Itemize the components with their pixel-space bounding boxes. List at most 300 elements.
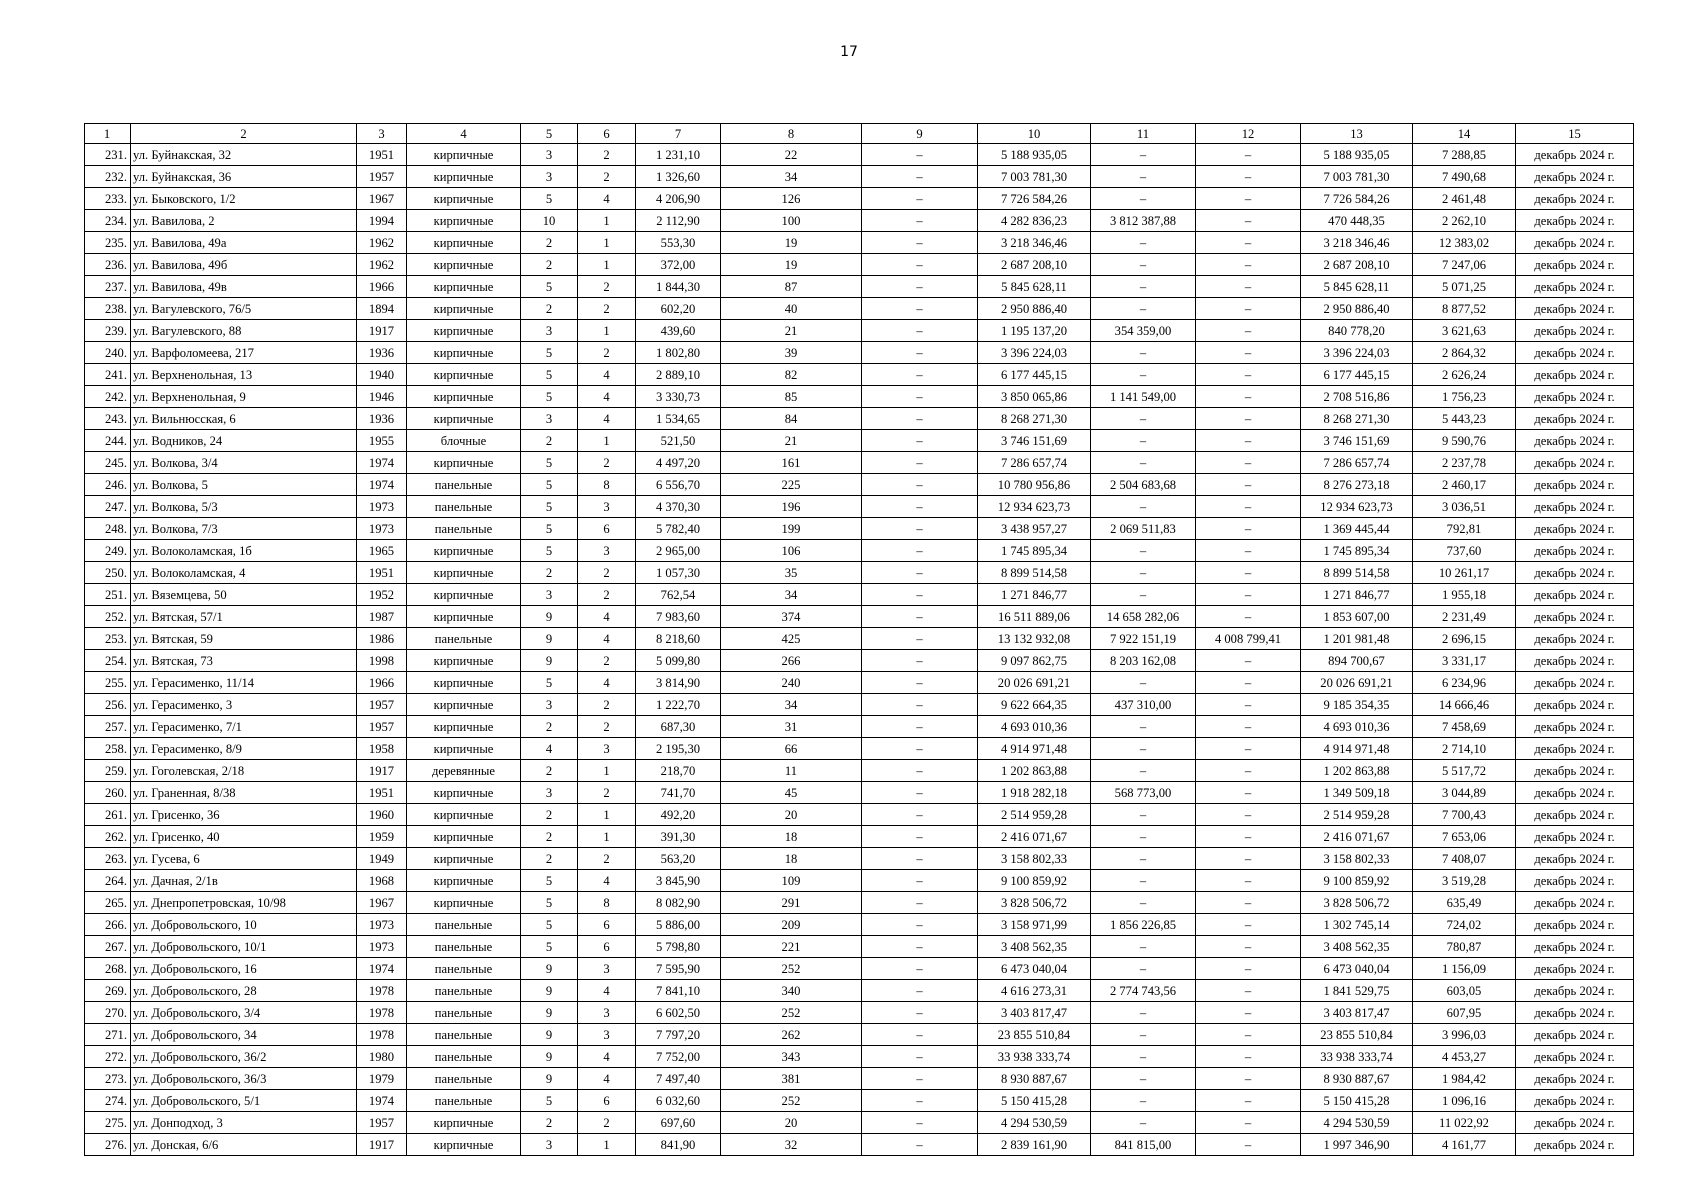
table-cell: 252 [721,1090,862,1112]
table-cell: 20 026 691,21 [1301,672,1413,694]
table-cell: 1957 [357,1112,407,1134]
table-cell: – [1091,1002,1196,1024]
table-cell: 225 [721,474,862,496]
table-cell: 251. [85,584,131,606]
table-cell: 4 [578,980,636,1002]
table-cell: 5 443,23 [1413,408,1516,430]
table-cell: 2 195,30 [636,738,721,760]
table-cell: 1949 [357,848,407,870]
table-cell: 841,90 [636,1134,721,1156]
table-cell: панельные [407,1024,521,1046]
table-cell: 2 889,10 [636,364,721,386]
table-cell: – [862,1046,978,1068]
table-row [85,342,1634,364]
table-cell: – [1196,650,1301,672]
table-cell: 266 [721,650,862,672]
table-cell: 1 984,42 [1413,1068,1516,1090]
table-cell: декабрь 2024 г. [1516,1068,1634,1090]
table-cell: декабрь 2024 г. [1516,958,1634,980]
table-row [85,958,1634,980]
table-cell: декабрь 2024 г. [1516,892,1634,914]
table-cell: 1 202 863,88 [978,760,1091,782]
table-cell: 9 [521,628,578,650]
table-cell: 2 [578,782,636,804]
table-cell: 39 [721,342,862,364]
table-cell: 8 276 273,18 [1301,474,1413,496]
table-cell: – [1091,716,1196,738]
table-cell: 2 687 208,10 [978,254,1091,276]
table-cell: – [1196,760,1301,782]
table-cell: декабрь 2024 г. [1516,540,1634,562]
table-cell: – [1091,870,1196,892]
table-cell: 2 231,49 [1413,606,1516,628]
table-cell: 1967 [357,892,407,914]
table-cell: 35 [721,562,862,584]
table-cell: 780,87 [1413,936,1516,958]
table-cell: 1966 [357,276,407,298]
table-cell: 247. [85,496,131,518]
table-row [85,1046,1634,1068]
table-cell: 3 [578,1024,636,1046]
table-cell: кирпичные [407,738,521,760]
table-cell: панельные [407,496,521,518]
table-row [85,518,1634,540]
table-cell: 255. [85,672,131,694]
table-cell: ул. Днепропетровская, 10/98 [131,892,357,914]
table-cell: 3 [578,1002,636,1024]
table-cell: декабрь 2024 г. [1516,870,1634,892]
table-cell: 792,81 [1413,518,1516,540]
table-cell: кирпичные [407,364,521,386]
table-cell: – [1091,826,1196,848]
table-cell: 2 262,10 [1413,210,1516,232]
table-cell: панельные [407,1068,521,1090]
table-cell: 9 [521,650,578,672]
table-cell: – [1196,342,1301,364]
table-cell: – [1196,716,1301,738]
table-cell: – [862,1024,978,1046]
table-cell: 254. [85,650,131,672]
table-cell: кирпичные [407,562,521,584]
table-cell: 23 855 510,84 [978,1024,1091,1046]
table-cell: 1974 [357,1090,407,1112]
table-cell: – [1091,166,1196,188]
table-cell: – [1091,298,1196,320]
table-cell: ул. Гусева, 6 [131,848,357,870]
table-cell: 209 [721,914,862,936]
table-cell: 2 950 886,40 [1301,298,1413,320]
table-cell: 6 [578,518,636,540]
table-cell: 3 396 224,03 [1301,342,1413,364]
table-cell: 1973 [357,496,407,518]
table-cell: – [1196,980,1301,1002]
table-cell: – [862,496,978,518]
table-cell: 19 [721,232,862,254]
table-cell: 5 [521,342,578,364]
table-cell: – [862,166,978,188]
table-cell: 3 746 151,69 [978,430,1091,452]
table-cell: 7 653,06 [1413,826,1516,848]
table-cell: ул. Буйнакская, 36 [131,166,357,188]
table-cell: 7 286 657,74 [1301,452,1413,474]
table-cell: 2 950 886,40 [978,298,1091,320]
table-cell: – [862,892,978,914]
table-cell: 240. [85,342,131,364]
table-cell: – [862,738,978,760]
table-cell: декабрь 2024 г. [1516,980,1634,1002]
table-cell: 4 914 971,48 [978,738,1091,760]
table-cell: 6 602,50 [636,1002,721,1024]
housing-table [84,123,1634,1156]
table-cell: 261. [85,804,131,826]
table-cell: 256. [85,694,131,716]
table-cell: 2 460,17 [1413,474,1516,496]
column-header: 15 [1516,124,1634,144]
table-row [85,936,1634,958]
table-cell: 1974 [357,958,407,980]
table-cell: ул. Волкова, 7/3 [131,518,357,540]
table-cell: ул. Волкова, 3/4 [131,452,357,474]
table-cell: ул. Добровольского, 5/1 [131,1090,357,1112]
table-cell: 12 934 623,73 [1301,496,1413,518]
table-cell: 5 099,80 [636,650,721,672]
table-cell: декабрь 2024 г. [1516,738,1634,760]
table-cell: – [1091,1112,1196,1134]
table-cell: ул. Добровольского, 34 [131,1024,357,1046]
table-cell: 6 [578,1090,636,1112]
table-cell: 4 294 530,59 [978,1112,1091,1134]
table-cell: 3 408 562,35 [978,936,1091,958]
table-cell: декабрь 2024 г. [1516,430,1634,452]
table-cell: 22 [721,144,862,166]
table-cell: 1974 [357,474,407,496]
table-cell: 7 752,00 [636,1046,721,1068]
table-cell: 8 930 887,67 [978,1068,1091,1090]
table-cell: 4 497,20 [636,452,721,474]
table-cell: – [862,782,978,804]
table-cell: декабрь 2024 г. [1516,1134,1634,1156]
table-row [85,1134,1634,1156]
table-cell: 2 [578,342,636,364]
table-cell: 9 [521,1068,578,1090]
table-cell: 1 802,80 [636,342,721,364]
table-cell: 3 746 151,69 [1301,430,1413,452]
table-cell: 3 218 346,46 [978,232,1091,254]
table-cell: декабрь 2024 г. [1516,650,1634,672]
table-cell: 4 [578,606,636,628]
table-cell: ул. Добровольского, 28 [131,980,357,1002]
table-cell: 82 [721,364,862,386]
table-cell: 3 [521,166,578,188]
table-cell: 262 [721,1024,862,1046]
table-row [85,782,1634,804]
table-cell: кирпичные [407,452,521,474]
table-cell: – [1196,188,1301,210]
table-cell: – [1196,430,1301,452]
table-cell: ул. Вавилова, 49в [131,276,357,298]
table-cell: 6 473 040,04 [1301,958,1413,980]
table-cell: 9 100 859,92 [1301,870,1413,892]
table-cell: 1 302 745,14 [1301,914,1413,936]
table-cell: 274. [85,1090,131,1112]
table-cell: 437 310,00 [1091,694,1196,716]
table-cell: 2 [578,562,636,584]
table-cell: 4 206,90 [636,188,721,210]
table-row [85,738,1634,760]
table-cell: 2 [521,254,578,276]
table-cell: – [1091,672,1196,694]
table-cell: 1 [578,760,636,782]
table-cell: – [1091,232,1196,254]
table-cell: 3 158 802,33 [978,848,1091,870]
table-row [85,1090,1634,1112]
table-cell: декабрь 2024 г. [1516,760,1634,782]
table-cell: 7 726 584,26 [1301,188,1413,210]
table-cell: – [1091,892,1196,914]
table-cell: 1 156,09 [1413,958,1516,980]
table-cell: 1951 [357,562,407,584]
table-cell: – [862,694,978,716]
table-row [85,826,1634,848]
table-cell: 266. [85,914,131,936]
table-cell: кирпичные [407,342,521,364]
table-cell: 3 812 387,88 [1091,210,1196,232]
table-cell: – [862,540,978,562]
table-cell: 3 [521,408,578,430]
table-cell: декабрь 2024 г. [1516,386,1634,408]
table-cell: 249. [85,540,131,562]
table-cell: кирпичные [407,606,521,628]
table-cell: – [1091,936,1196,958]
table-cell: – [862,320,978,342]
table-cell: 2 [578,694,636,716]
table-cell: 2 965,00 [636,540,721,562]
table-cell: 1952 [357,584,407,606]
table-cell: – [1196,870,1301,892]
table-row [85,760,1634,782]
table-cell: декабрь 2024 г. [1516,606,1634,628]
column-header: 3 [357,124,407,144]
table-cell: 2 708 516,86 [1301,386,1413,408]
table-row [85,606,1634,628]
table-cell: кирпичные [407,540,521,562]
table-cell: 11 022,92 [1413,1112,1516,1134]
table-cell: 372,00 [636,254,721,276]
table-cell: 5 [521,474,578,496]
table-cell: 2 [521,804,578,826]
table-cell: – [1196,518,1301,540]
table-row [85,628,1634,650]
table-cell: – [1091,804,1196,826]
table-cell: 3 850 065,86 [978,386,1091,408]
table-cell: 2 069 511,83 [1091,518,1196,540]
table-cell: 4 453,27 [1413,1046,1516,1068]
table-cell: 1960 [357,804,407,826]
table-cell: кирпичные [407,672,521,694]
table-cell: 391,30 [636,826,721,848]
table-cell: декабрь 2024 г. [1516,826,1634,848]
table-cell: 2 [578,716,636,738]
table-cell: декабрь 2024 г. [1516,584,1634,606]
table-cell: – [1196,210,1301,232]
table-cell: ул. Добровольского, 3/4 [131,1002,357,1024]
table-cell: 5 [521,914,578,936]
table-cell: кирпичные [407,210,521,232]
table-cell: декабрь 2024 г. [1516,804,1634,826]
table-cell: 20 [721,804,862,826]
table-cell: 2 [521,298,578,320]
table-cell: 21 [721,430,862,452]
table-cell: 1957 [357,716,407,738]
table-cell: – [862,1134,978,1156]
table-cell: 2 416 071,67 [978,826,1091,848]
table-cell: – [862,562,978,584]
table-cell: 3 438 957,27 [978,518,1091,540]
table-cell: кирпичные [407,782,521,804]
table-cell: – [1196,782,1301,804]
table-cell: декабрь 2024 г. [1516,320,1634,342]
table-cell: 87 [721,276,862,298]
table-cell: – [1091,562,1196,584]
column-header: 13 [1301,124,1413,144]
table-cell: кирпичные [407,386,521,408]
table-cell: ул. Верхненольная, 9 [131,386,357,408]
table-cell: 5 [521,540,578,562]
table-cell: 2 687 208,10 [1301,254,1413,276]
table-cell: ул. Вавилова, 49б [131,254,357,276]
table-cell: 269. [85,980,131,1002]
table-cell: 1917 [357,760,407,782]
table-cell: 3 828 506,72 [1301,892,1413,914]
table-cell: 9 [521,958,578,980]
table-cell: – [1196,452,1301,474]
table-cell: декабрь 2024 г. [1516,166,1634,188]
table-cell: панельные [407,980,521,1002]
table-cell: блочные [407,430,521,452]
table-cell: 1973 [357,936,407,958]
table-cell: 381 [721,1068,862,1090]
table-cell: 272. [85,1046,131,1068]
table-cell: 1967 [357,188,407,210]
table-cell: ул. Вильнюсская, 6 [131,408,357,430]
table-row [85,188,1634,210]
table-cell: 34 [721,166,862,188]
table-cell: панельные [407,958,521,980]
table-cell: 2 237,78 [1413,452,1516,474]
table-cell: 4 [578,386,636,408]
table-cell: 1 856 226,85 [1091,914,1196,936]
table-cell: – [862,430,978,452]
table-cell: – [1196,892,1301,914]
table-row [85,452,1634,474]
column-header: 10 [978,124,1091,144]
table-cell: – [862,1068,978,1090]
table-row [85,980,1634,1002]
table-cell: 221 [721,936,862,958]
column-header: 9 [862,124,978,144]
table-cell: 1 [578,804,636,826]
table-cell: 109 [721,870,862,892]
table-cell: 1 271 846,77 [978,584,1091,606]
table-cell: 13 132 932,08 [978,628,1091,650]
table-cell: 235. [85,232,131,254]
table-cell: декабрь 2024 г. [1516,364,1634,386]
table-cell: ул. Волкова, 5 [131,474,357,496]
table-cell: 1 745 895,34 [978,540,1091,562]
table-cell: 5 [521,276,578,298]
table-cell: декабрь 2024 г. [1516,914,1634,936]
table-cell: декабрь 2024 г. [1516,474,1634,496]
table-cell: кирпичные [407,1134,521,1156]
table-cell: ул. Добровольского, 36/3 [131,1068,357,1090]
table-body [85,144,1634,1156]
table-row [85,320,1634,342]
table-cell: 1987 [357,606,407,628]
table-cell: – [862,298,978,320]
table-cell: 196 [721,496,862,518]
table-cell: панельные [407,1046,521,1068]
table-cell: 2 714,10 [1413,738,1516,760]
table-cell: – [862,518,978,540]
table-cell: 425 [721,628,862,650]
table-cell: 7 003 781,30 [1301,166,1413,188]
table-cell: – [1091,342,1196,364]
table-cell: – [862,474,978,496]
table-cell: кирпичные [407,320,521,342]
table-cell: 239. [85,320,131,342]
table-cell: деревянные [407,760,521,782]
table-cell: – [1091,540,1196,562]
table-row [85,892,1634,914]
table-cell: 8 899 514,58 [978,562,1091,584]
table-cell: 273. [85,1068,131,1090]
table-cell: 1 201 981,48 [1301,628,1413,650]
table-cell: 5 886,00 [636,914,721,936]
table-cell: 1 096,16 [1413,1090,1516,1112]
table-cell: 7 003 781,30 [978,166,1091,188]
table-cell: 199 [721,518,862,540]
table-cell: кирпичные [407,166,521,188]
table-cell: панельные [407,628,521,650]
table-cell: 1 326,60 [636,166,721,188]
table-cell: – [1196,364,1301,386]
table-cell: 85 [721,386,862,408]
table-cell: – [862,826,978,848]
table-cell: декабрь 2024 г. [1516,408,1634,430]
table-cell: 3 158 802,33 [1301,848,1413,870]
table-cell: ул. Вавилова, 2 [131,210,357,232]
table-cell: ул. Донская, 6/6 [131,1134,357,1156]
table-row [85,672,1634,694]
table-row [85,694,1634,716]
table-cell: – [1091,958,1196,980]
table-cell: 1973 [357,518,407,540]
table-cell: 603,05 [1413,980,1516,1002]
table-cell: – [862,254,978,276]
table-cell: 6 [578,914,636,936]
table-cell: 3 036,51 [1413,496,1516,518]
table-cell: – [1196,474,1301,496]
table-row [85,650,1634,672]
table-cell: 18 [721,826,862,848]
table-cell: – [1091,254,1196,276]
table-cell: 7 922 151,19 [1091,628,1196,650]
table-cell: 2 [521,1112,578,1134]
table-cell: – [1196,1134,1301,1156]
table-cell: 233. [85,188,131,210]
table-cell: 5 188 935,05 [978,144,1091,166]
table-cell: 5 517,72 [1413,760,1516,782]
